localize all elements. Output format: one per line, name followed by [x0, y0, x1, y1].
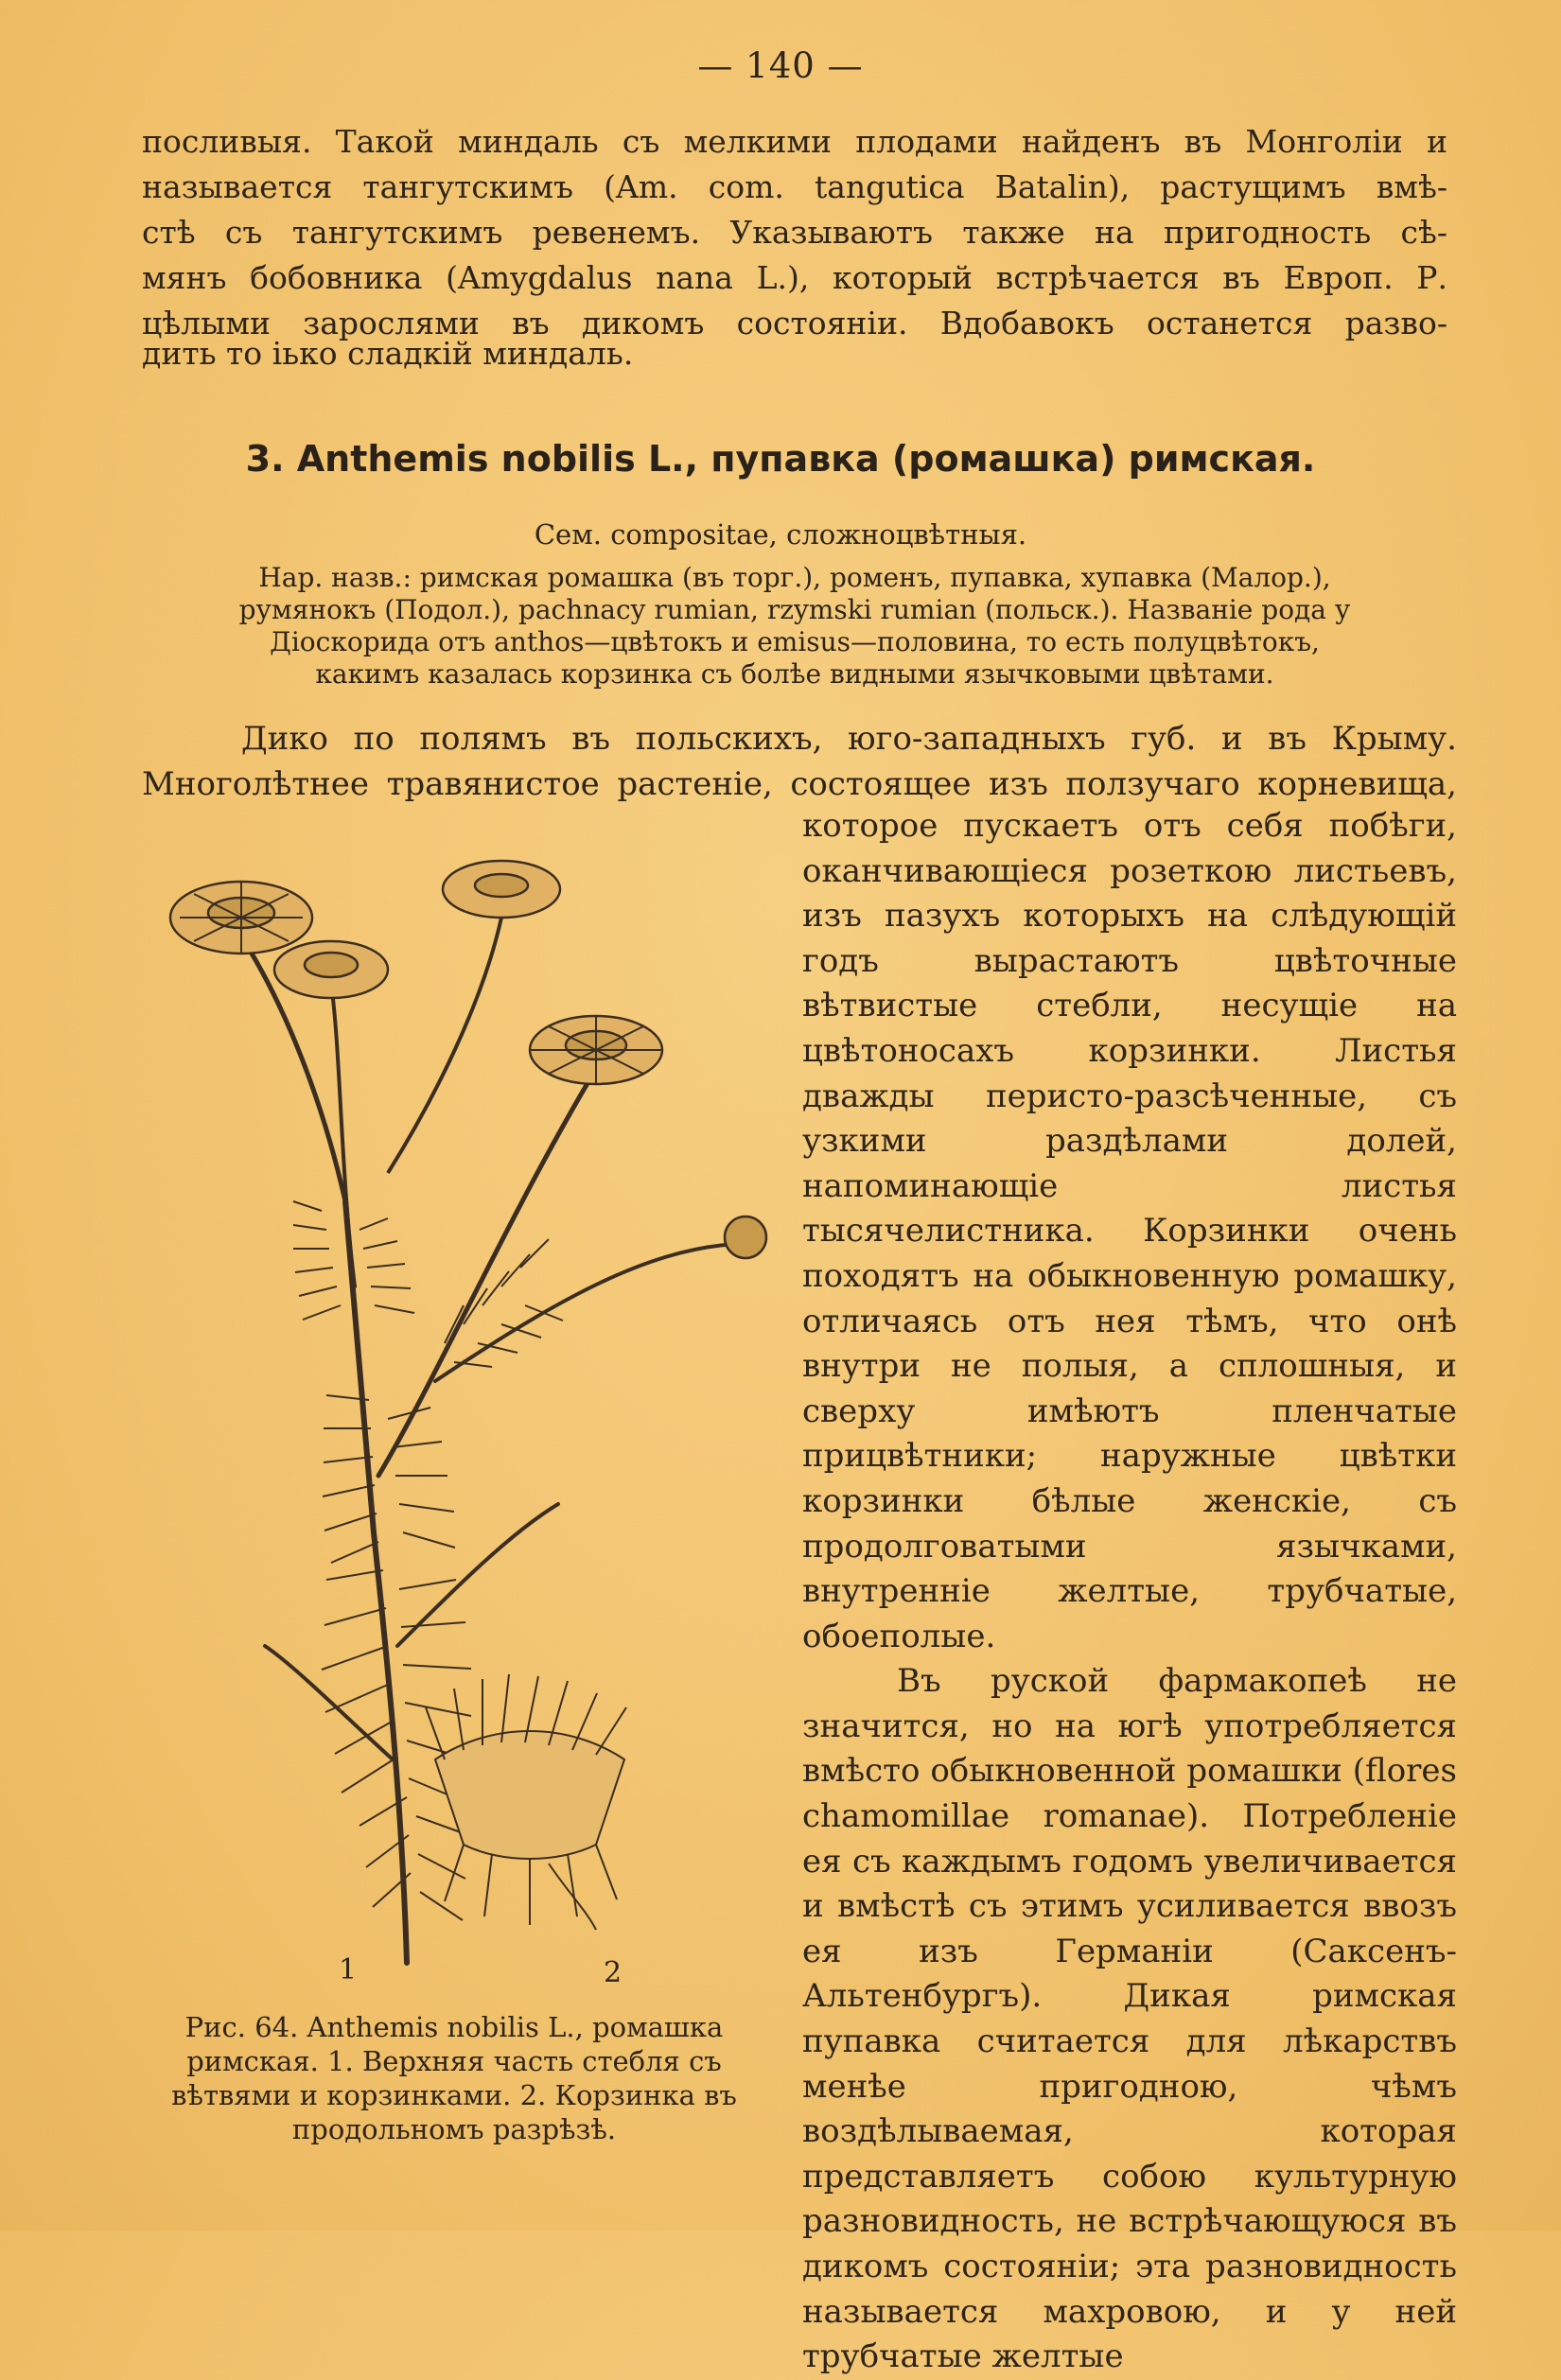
text-line: цѣлыми зарослями въ дикомъ состояніи. Вдобавокъ останется разво- [142, 305, 1447, 341]
text-line: дить то іько сладкій миндаль. [142, 335, 634, 372]
plant-illustration [151, 814, 795, 1991]
text-line: посливыя. Такой миндаль съ мелкими плодами найденъ въ Монголіи и [142, 123, 1447, 160]
names-line: Діоскорида отъ anthos—цвѣтокъ и emisus—половина, то есть полуцвѣтокъ, [270, 626, 1320, 657]
body-line: Многолѣтнее травянистое растеніе, состоящее изъ ползучаго корневища, [142, 765, 1457, 803]
body-line: Дико по полямъ въ польскихъ, юго-западныхъ губ. и въ Крыму. [241, 720, 1457, 758]
body-paragraph: которое пускаетъ отъ себя побѣги, оканчивающіеся розеткою листьевъ, изъ пазухъ которыхъ на слѣдующій годъ вырастаютъ цвѣточные вѣтвистые стебли, несущіе на цвѣтоносахъ корзинки. Листья дважды перисто-разсѣченные, съ узкими раздѣлами долей, напоминающіе листья тысячелистника. Корзинки очень походятъ на обыкновенную ромашку, отличаясь отъ нея тѣмъ, что онѣ внутри не полыя, а сплошныя, и сверху имѣютъ пленчатые прицвѣтники; наружные цвѣтки корзинки бѣлые женскіе, съ продолговатыми язычками, внутренніе желтые, трубчатые, обоеполые. [802, 807, 1457, 1655]
names-line: Нар. назв.: римская ромашка (въ торг.), роменъ, пупавка, хупавка (Малор.), [258, 562, 1331, 593]
figure-label-2: 2 [604, 1956, 623, 1989]
figure-caption: Рис. 64. Anthemis nobilis L., ромашка римская. 1. Верхняя часть стебля съ вѣтвями и корзинками. 2. Корзинка въ продольномъ разрѣзѣ. [171, 2011, 737, 2145]
text-line: называется тангутскимъ (Am. com. tangutica Batalin), растущимъ вмѣ- [142, 168, 1447, 205]
text-line: стѣ съ тангутскимъ ревенемъ. Указываютъ также на пригодность сѣ- [142, 214, 1447, 251]
figure-label-1: 1 [339, 1953, 358, 1986]
page-number: — 140 — [697, 45, 864, 86]
body-full-width [142, 716, 1457, 807]
family-line: Сем. compositae, сложноцвѣтныя. [534, 518, 1027, 551]
body-paragraph: Въ руской фармакопеѣ не значится, но на югѣ употребляется вмѣсто обыкновенной ромашки (flores chamomillae romanae). Потребленіе ея съ каждымъ годомъ увеличивается и вмѣстѣ съ этимъ усиливается ввозъ ея изъ Германіи (Саксенъ-Альтенбургъ). Дикая римская пупавка считается для лѣкарствъ менѣе пригодною, чѣмъ воздѣлываемая, которая представляетъ собою культурную разновидность, не встрѣчающуюся въ дикомъ состояніи; эта разновидность называется махровою, и у ней трубчатые желтые [802, 1662, 1457, 2376]
names-line: какимъ казалась корзинка съ болѣе видными язычковыми цвѣтами. [315, 658, 1274, 690]
body-right-column [802, 804, 1457, 2380]
names-line: румянокъ (Подол.), pachnacy rumian, rzymski rumian (польск.). Названіе рода у [238, 594, 1351, 625]
common-names-block [142, 562, 1447, 691]
text-line: мянъ бобовника (Amygdalus nana L.), который встрѣчается въ Европ. Р. [142, 259, 1447, 296]
chamomile-drawing [151, 814, 795, 1991]
section-heading: 3. Anthemis nobilis L., пупавка (ромашка) римская. [245, 438, 1316, 480]
